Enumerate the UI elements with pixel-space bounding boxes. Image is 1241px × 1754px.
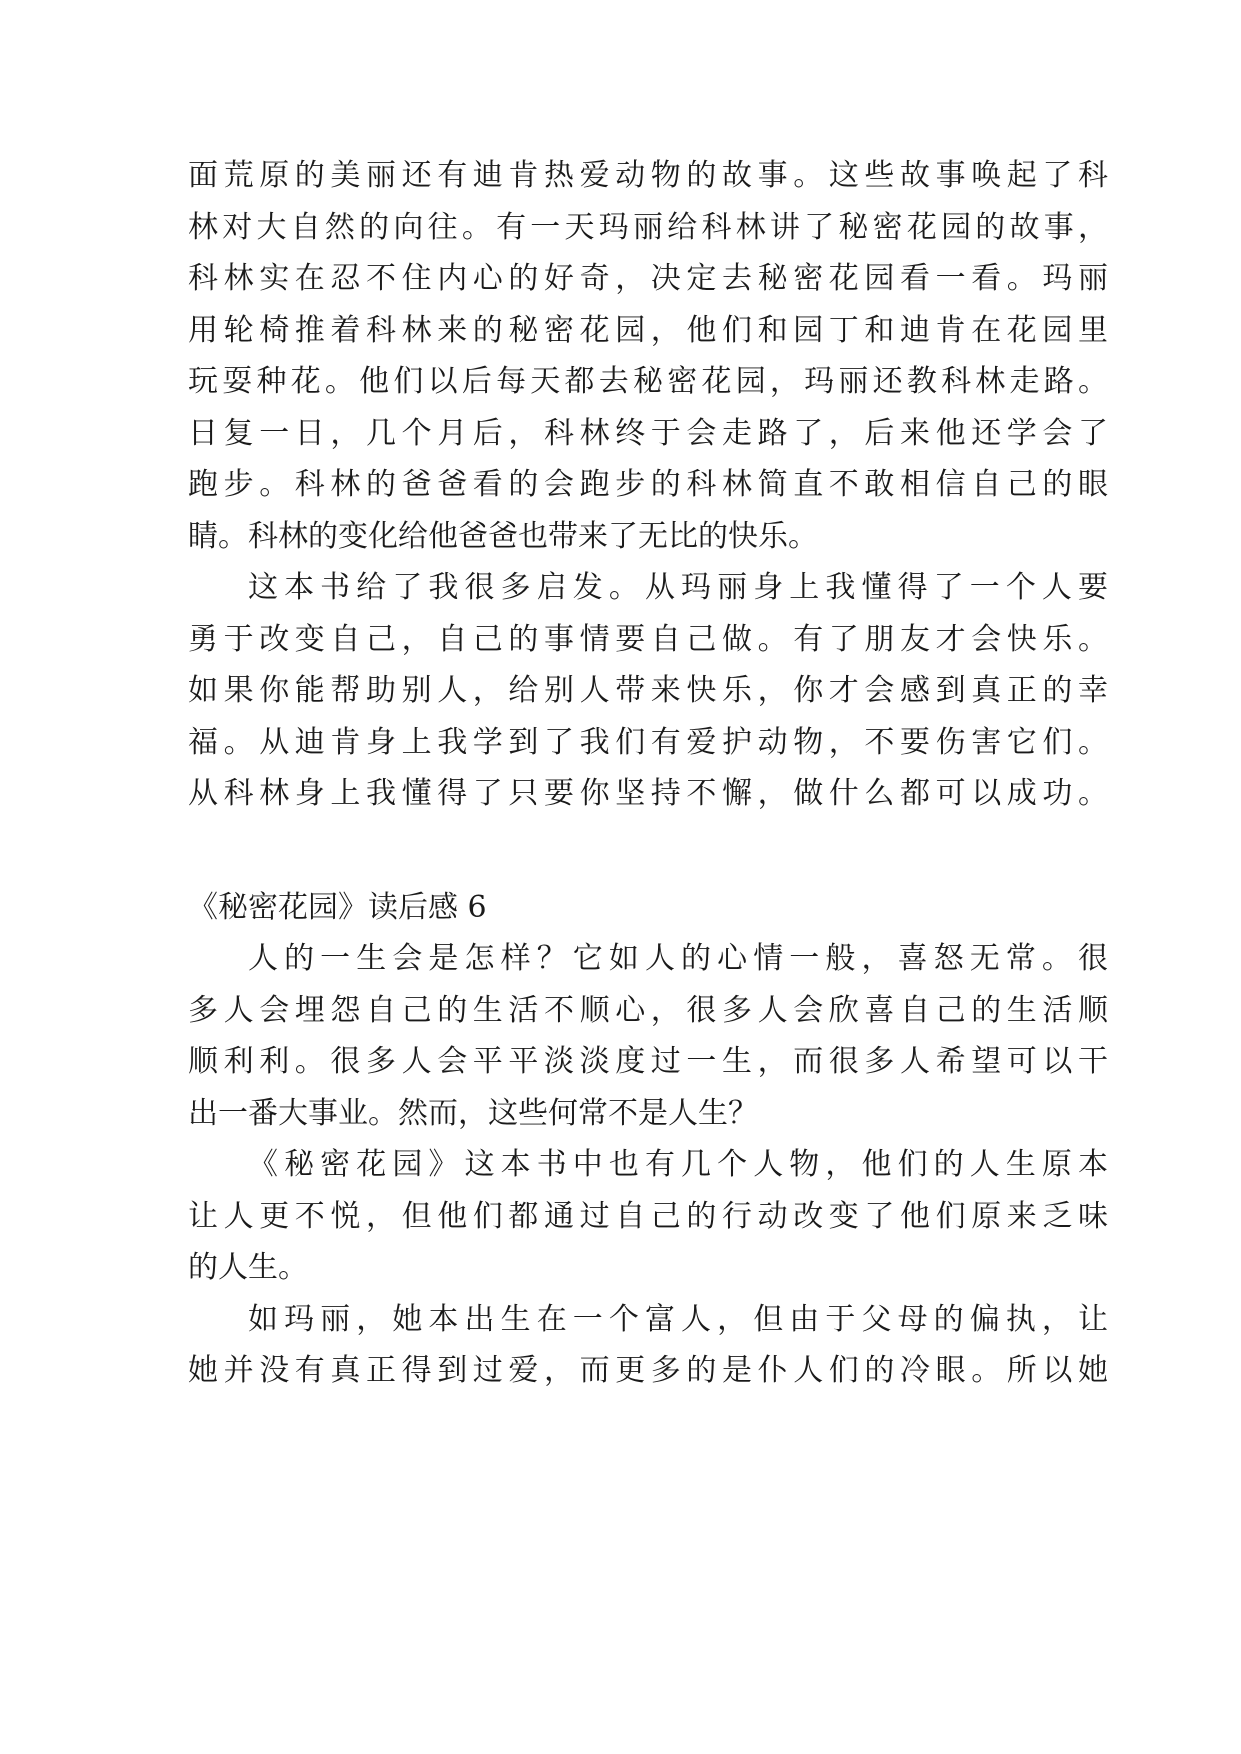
section-heading: 《秘密花园》读后感 6 bbox=[188, 889, 487, 925]
text-line: 如玛丽，她本出生在一个富人，但由于父母的偏执，让 bbox=[248, 1301, 1108, 1337]
text-line: 人的一生会是怎样？它如人的心情一般，喜怒无常。很 bbox=[248, 941, 1108, 976]
text-line: 这本书给了我很多启发。从玛丽身上我懂得了一个人要 bbox=[248, 570, 1108, 605]
text-line: 《秘密花园》这本书中也有几个人物，他们的人生原本 bbox=[248, 1147, 1108, 1182]
text-line: 面荒原的美丽还有迪肯热爱动物的故事。这些故事唤起了科 bbox=[188, 158, 1108, 193]
text-line: 勇于改变自己，自己的事情要自己做。有了朋友才会快乐。 bbox=[188, 621, 1108, 657]
text-line: 顺利利。很多人会平平淡淡度过一生，而很多人希望可以干 bbox=[188, 1044, 1108, 1079]
text-line: 福。从迪肯身上我学到了我们有爱护动物，不要伤害它们。 bbox=[188, 724, 1108, 760]
text-line: 睛。科林的变化给他爸爸也带来了无比的快乐。 bbox=[188, 518, 818, 554]
text-line: 多人会埋怨自己的生活不顺心，很多人会欣喜自己的生活顺 bbox=[188, 992, 1108, 1028]
text-line: 科林实在忍不住内心的好奇，决定去秘密花园看一看。玛丽 bbox=[188, 261, 1108, 296]
document-body bbox=[188, 150, 1108, 1397]
text-line: 从科林身上我懂得了只要你坚持不懈，做什么都可以成功。 bbox=[188, 776, 1108, 811]
text-line: 的人生。 bbox=[188, 1250, 308, 1285]
paragraph-2 bbox=[188, 562, 1108, 820]
text-line: 如果你能帮助别人，给别人带来快乐，你才会感到真正的幸 bbox=[188, 673, 1108, 708]
text-line: 日复一日，几个月后，科林终于会走路了，后来他还学会了 bbox=[188, 415, 1108, 451]
paragraph-4 bbox=[188, 1139, 1108, 1294]
text-line: 林对大自然的向往。有一天玛丽给科林讲了秘密花园的故事， bbox=[188, 209, 1108, 245]
text-line: 让人更不悦，但他们都通过自己的行动改变了他们原来乏味 bbox=[188, 1198, 1108, 1234]
paragraph-1 bbox=[188, 150, 1108, 562]
text-line: 用轮椅推着科林来的秘密花园，他们和园丁和迪肯在花园里 bbox=[188, 312, 1108, 348]
text-line: 跑步。科林的爸爸看的会跑步的科林简直不敢相信自己的眼 bbox=[188, 467, 1108, 502]
text-line: 玩耍种花。他们以后每天都去秘密花园，玛丽还教科林走路。 bbox=[188, 364, 1108, 399]
text-line: 出一番大事业。然而，这些何常不是人生？ bbox=[188, 1095, 758, 1131]
paragraph-3 bbox=[188, 933, 1108, 1139]
text-line: 她并没有真正得到过爱，而更多的是仆人们的冷眼。所以她 bbox=[188, 1353, 1108, 1388]
paragraph-5 bbox=[188, 1294, 1108, 1397]
section-gap bbox=[188, 820, 1108, 880]
